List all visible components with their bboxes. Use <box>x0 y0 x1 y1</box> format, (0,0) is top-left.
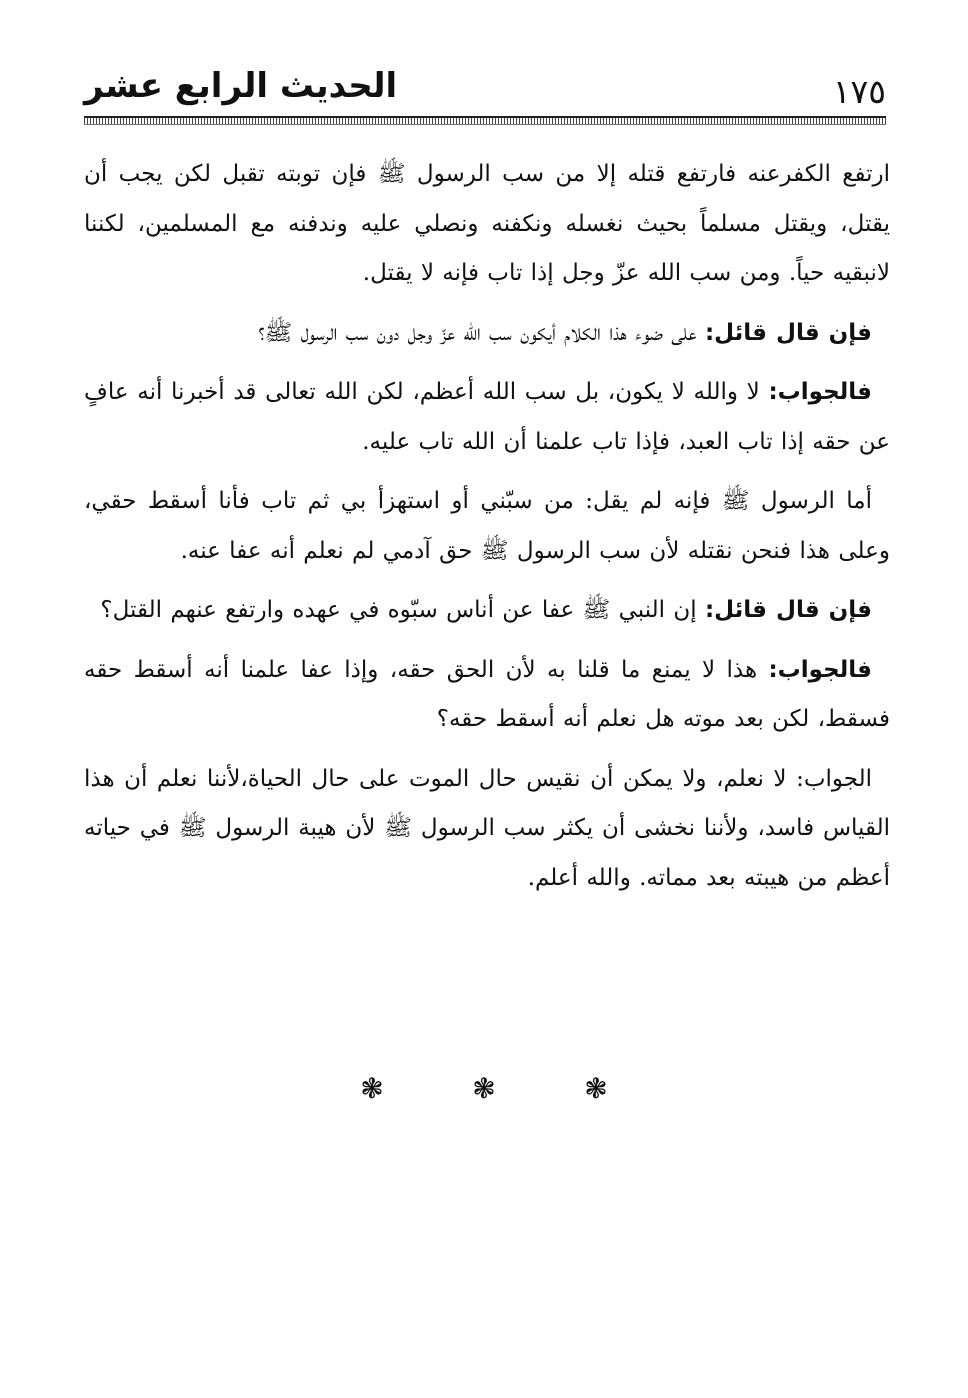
paragraph-3-text: لا والله لا يكون، بل سب الله أعظم، لكن الله تعالى قد أخبرنا أنه عافٍ عن حقه إذا تاب العبد، فإذا تاب علمنا أن الله تاب عليه. <box>84 379 890 455</box>
paragraph-4-text: أما الرسول ﷺ فإنه لم يقل: من سبّني أو استهزأ بي ثم تاب فأنا أسقط حقي، وعلى هذا فنحن نقتله لأن سب الرسول ﷺ حق آدمي لم نعلم أنه عفا عنه. <box>84 488 890 564</box>
ornament-star-icon: ❃ <box>360 1072 384 1105</box>
section-end-ornaments <box>0 1072 968 1105</box>
paragraph-7 <box>84 755 890 904</box>
paragraph-2-lead: فإن قال قائل: <box>704 319 872 346</box>
paragraph-7-text: الجواب: لا نعلم، ولا يمكن أن نقيس حال الموت على حال الحياة،لأننا نعلم أن هذا القياس فاسد، ولأننا نخشى أن يكثر سب الرسول ﷺ لأن هيبة الرسول ﷺ في حياته أعظم من هيبته بعد مماته. والله أعلم. <box>84 765 890 891</box>
running-header <box>84 62 886 116</box>
paragraph-4 <box>84 477 890 576</box>
ornament-star-icon: ❃ <box>584 1072 608 1105</box>
paragraph-6-text: هذا لا يمنع ما قلنا به لأن الحق حقه، وإذا عفا علمنا أنه أسقط حقه فسقط، لكن بعد موته هل نعلم أنه أسقط حقه؟ <box>84 656 890 732</box>
ornament-star-icon: ❃ <box>472 1072 496 1105</box>
paragraph-6-lead: فالجواب: <box>768 656 872 683</box>
paragraph-5 <box>84 586 890 636</box>
paragraph-3-lead: فالجواب: <box>768 379 872 405</box>
paragraph-3 <box>84 368 890 467</box>
page-number: ١٧٥ <box>832 72 886 111</box>
running-title: الحديث الرابع عشر <box>84 66 398 106</box>
header-rule <box>84 116 886 125</box>
paragraph-2-text: على ضوء هذا الكلام أيكون سب الله عزّ وجل دون سب الرسول ﷺ؟ <box>258 319 705 346</box>
paragraph-2 <box>84 309 890 359</box>
paragraph-1-text: ارتفع الكفرعنه فارتفع قتله إلا من سب الرسول ﷺ فإن توبته تقبل لكن يجب أن يقتل، ويقتل مسلماً بحيث نغسله ونكفنه ونصلي عليه وندفنه مع المسلمين، لكننا لانبقيه حياً. ومن سب الله عزّ وجل إذا تاب فإنه لا يقتل. <box>84 161 890 286</box>
paragraph-6 <box>84 646 890 745</box>
page-body <box>84 150 890 913</box>
paragraph-5-text: إن النبي ﷺ عفا عن أناس سبّوه في عهده وارتفع عنهم القتل؟ <box>100 597 705 623</box>
paragraph-1 <box>84 150 890 299</box>
paragraph-5-lead: فإن قال قائل: <box>704 597 872 623</box>
